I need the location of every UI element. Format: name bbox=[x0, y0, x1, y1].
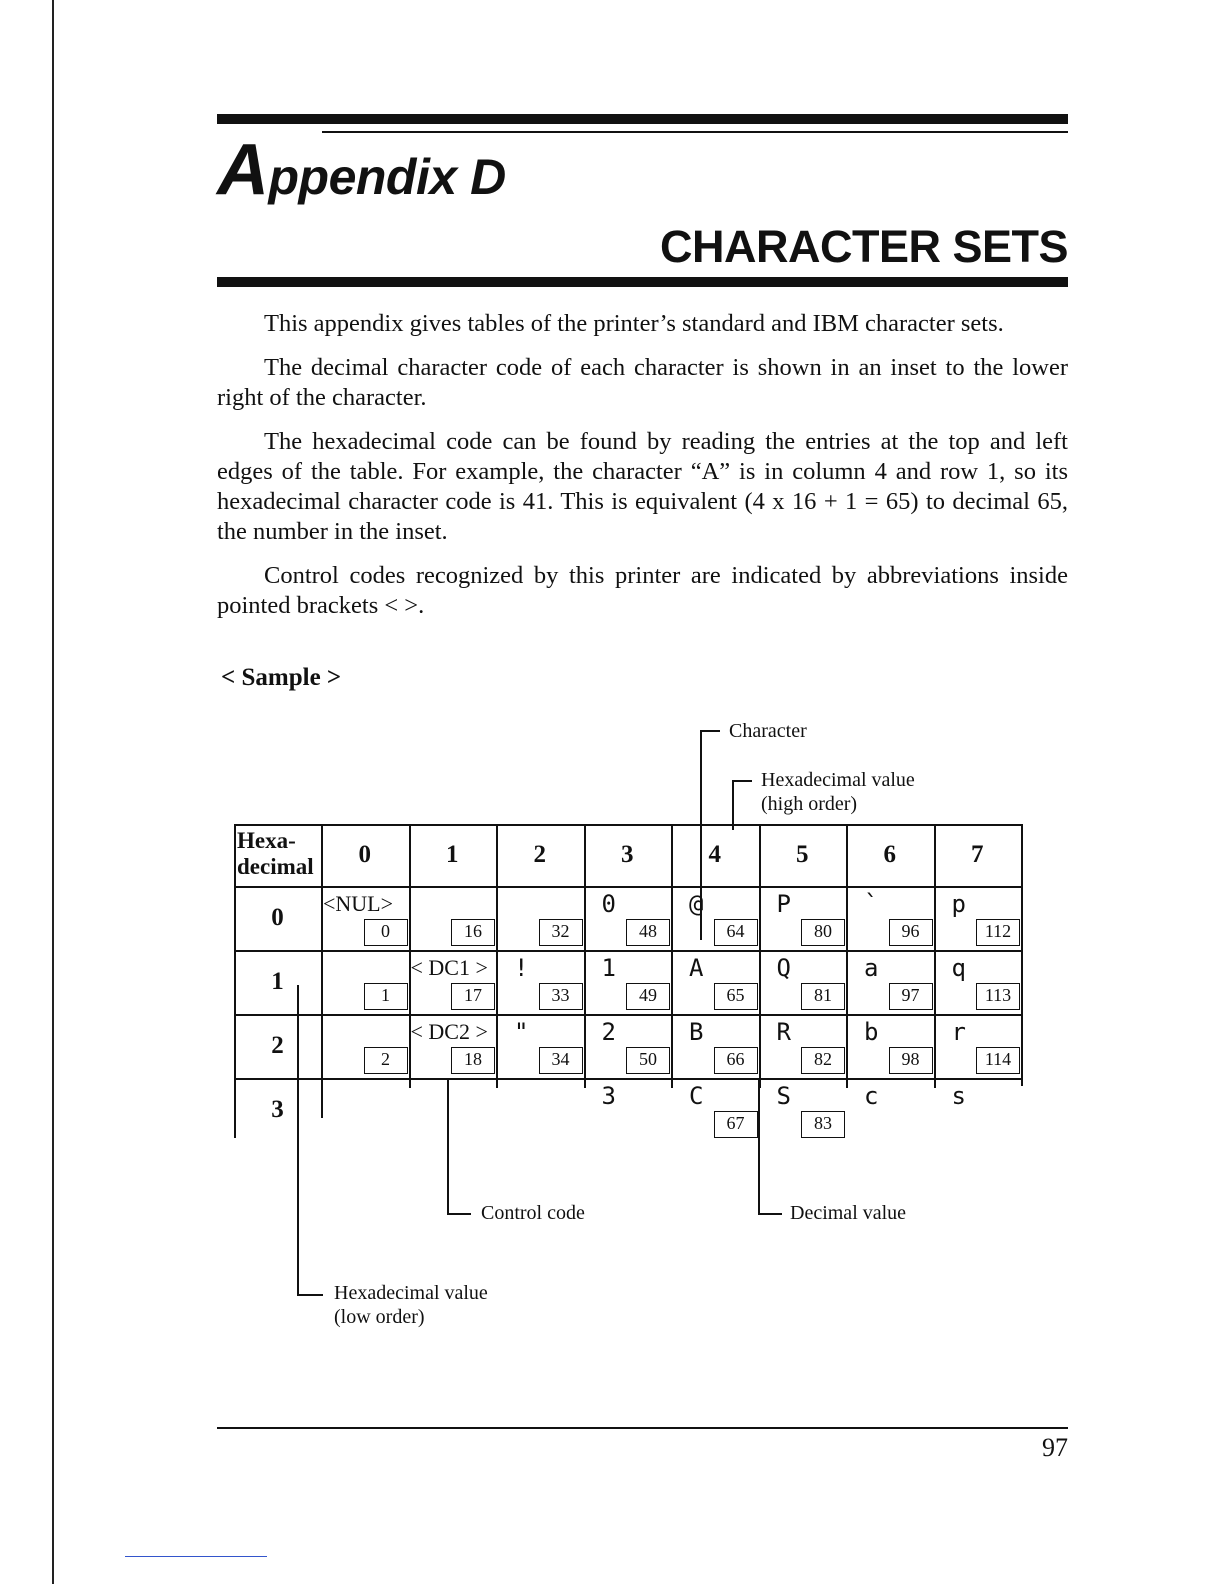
table-grid-line bbox=[234, 1078, 1021, 1080]
decimal-code-inset: 17 bbox=[451, 983, 495, 1010]
decimal-code-inset: 113 bbox=[976, 983, 1020, 1010]
character-glyph: R bbox=[776, 1018, 791, 1046]
column-header: 4 bbox=[708, 841, 721, 868]
section-title: CHARACTER SETS bbox=[659, 221, 1068, 272]
character-glyph: C bbox=[689, 1082, 704, 1110]
callout-hex-low-line1: Hexadecimal value bbox=[334, 1282, 488, 1304]
row-header: 3 bbox=[271, 1096, 284, 1123]
appendix-title-initial: A bbox=[217, 130, 269, 210]
decimal-code-inset: 65 bbox=[714, 983, 758, 1010]
callout-character: Character bbox=[729, 720, 807, 742]
paragraph: Control codes recognized by this printer are indicated by abbreviations inside pointed brackets < >. bbox=[217, 562, 1068, 619]
callout-hex-low bbox=[334, 1281, 488, 1329]
column-header: 7 bbox=[971, 841, 984, 868]
footer-rule bbox=[217, 1427, 1068, 1429]
callout-line bbox=[297, 985, 299, 1295]
decimal-code-inset: 18 bbox=[451, 1047, 495, 1074]
control-code-label: <NUL> bbox=[323, 891, 394, 916]
character-glyph: a bbox=[864, 954, 879, 982]
control-code-label: < DC2 > bbox=[410, 1019, 488, 1044]
callout-control-code: Control code bbox=[481, 1202, 585, 1224]
decimal-code-inset: 49 bbox=[626, 983, 670, 1010]
character-glyph: 1 bbox=[601, 954, 616, 982]
callout-line bbox=[447, 1213, 471, 1215]
character-glyph: p bbox=[951, 890, 966, 918]
character-glyph: @ bbox=[689, 890, 704, 918]
table-corner-label: Hexa- bbox=[237, 828, 296, 853]
column-header: 5 bbox=[796, 841, 809, 868]
decimal-code-inset: 67 bbox=[714, 1111, 758, 1138]
decimal-code-inset: 1 bbox=[364, 983, 408, 1010]
table-corner-header bbox=[237, 828, 321, 884]
column-header: 0 bbox=[358, 841, 371, 868]
decimal-code-inset: 2 bbox=[364, 1047, 408, 1074]
row-header: 0 bbox=[271, 904, 284, 931]
callout-hex-low-line2: (low order) bbox=[334, 1306, 425, 1328]
appendix-title-rest: ppendix D bbox=[268, 149, 506, 205]
decimal-code-inset: 64 bbox=[714, 919, 758, 946]
character-glyph: b bbox=[864, 1018, 879, 1046]
row-header: 2 bbox=[271, 1032, 284, 1059]
column-header: 6 bbox=[883, 841, 896, 868]
decimal-code-inset: 82 bbox=[801, 1047, 845, 1074]
decimal-code-inset: 112 bbox=[976, 919, 1020, 946]
row-header: 1 bbox=[271, 968, 284, 995]
scan-artifact-line bbox=[125, 1556, 267, 1557]
character-glyph: ! bbox=[514, 954, 529, 982]
character-glyph: q bbox=[951, 954, 966, 982]
decimal-code-inset: 48 bbox=[626, 919, 670, 946]
column-header: 2 bbox=[533, 841, 546, 868]
decimal-code-inset: 33 bbox=[539, 983, 583, 1010]
character-glyph: P bbox=[776, 890, 791, 918]
character-glyph: A bbox=[689, 954, 704, 982]
callout-hex-high-line2: (high order) bbox=[761, 793, 858, 815]
table-grid-line bbox=[234, 950, 1021, 952]
decimal-code-inset: 50 bbox=[626, 1047, 670, 1074]
column-header: 1 bbox=[446, 841, 459, 868]
table-corner-label: decimal bbox=[237, 854, 314, 879]
character-glyph: 2 bbox=[601, 1018, 616, 1046]
table-grid-line bbox=[234, 886, 1021, 888]
character-glyph: " bbox=[514, 1018, 529, 1046]
table-grid-line bbox=[1021, 824, 1023, 1086]
callout-line bbox=[758, 1213, 782, 1215]
decimal-code-inset: 114 bbox=[976, 1047, 1020, 1074]
table-grid-line bbox=[234, 1014, 1021, 1016]
decimal-code-inset: 98 bbox=[889, 1047, 933, 1074]
character-glyph: ` bbox=[864, 890, 879, 918]
sample-heading: < Sample > bbox=[221, 664, 342, 691]
decimal-code-inset: 83 bbox=[801, 1111, 845, 1138]
callout-line bbox=[758, 1080, 760, 1214]
paragraph: This appendix gives tables of the printer’s standard and IBM character sets. bbox=[264, 310, 1004, 337]
character-glyph: 3 bbox=[601, 1082, 616, 1110]
decimal-code-inset: 66 bbox=[714, 1047, 758, 1074]
character-glyph: c bbox=[864, 1082, 879, 1110]
decimal-code-inset: 81 bbox=[801, 983, 845, 1010]
page-number: 97 bbox=[1042, 1433, 1068, 1462]
character-glyph: Q bbox=[776, 954, 791, 982]
decimal-code-inset: 0 bbox=[364, 919, 408, 946]
character-glyph: 0 bbox=[601, 890, 616, 918]
character-glyph: r bbox=[951, 1018, 966, 1046]
callout-line bbox=[297, 1294, 323, 1296]
decimal-code-inset: 96 bbox=[889, 919, 933, 946]
column-header: 3 bbox=[621, 841, 634, 868]
decimal-code-inset: 97 bbox=[889, 983, 933, 1010]
callout-decimal-value: Decimal value bbox=[790, 1202, 907, 1224]
decimal-code-inset: 34 bbox=[539, 1047, 583, 1074]
decimal-code-inset: 80 bbox=[801, 919, 845, 946]
callout-hex-high-line1: Hexadecimal value bbox=[761, 769, 915, 791]
paragraph: The hexadecimal code can be found by reading the entries at the top and left edges of the table. For example, the character “A” is in column 4 and row 1, so its hexadecimal character code is 41. This is equivalent (4 x 16 + 1 = 65) to decimal 65, the number in the inset. bbox=[217, 428, 1068, 545]
character-glyph: B bbox=[689, 1018, 704, 1046]
callout-line bbox=[447, 1080, 449, 1214]
decimal-code-inset: 32 bbox=[539, 919, 583, 946]
control-code-label: < DC1 > bbox=[410, 955, 488, 980]
paragraph: The decimal character code of each character is shown in an inset to the lower right of the character. bbox=[217, 354, 1068, 411]
character-glyph: S bbox=[776, 1082, 791, 1110]
character-glyph: s bbox=[951, 1082, 966, 1110]
decimal-code-inset: 16 bbox=[451, 919, 495, 946]
